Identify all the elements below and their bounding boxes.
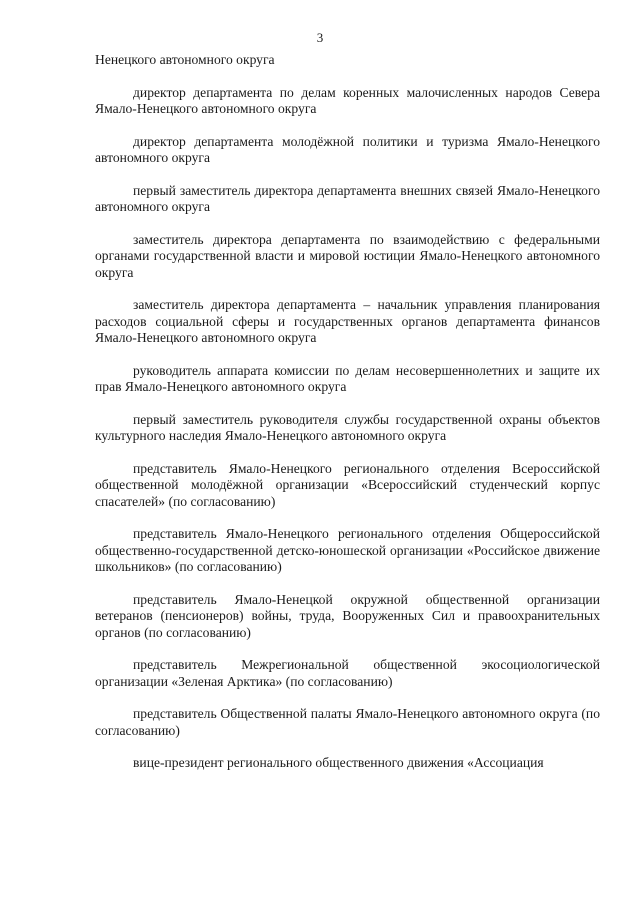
paragraph: первый заместитель директора департамента внешних связей Ямало-Ненецкого автономного округа bbox=[95, 182, 600, 214]
paragraph: директор департамента по делам коренных малочисленных народов Севера Ямало-Ненецкого автономного округа bbox=[95, 84, 600, 116]
page-number: 3 bbox=[316, 30, 324, 45]
paragraph: представитель Ямало-Ненецкого регионального отделения Всероссийской общественной молодёжной организации «Всероссийский студенческий корпус спасателей» (по согласованию) bbox=[95, 460, 600, 509]
paragraph: вице-президент регионального общественного движения «Ассоциация bbox=[133, 755, 544, 770]
paragraph: представитель Общественной палаты Ямало-Ненецкого автономного округа (по согласованию) bbox=[95, 706, 600, 738]
paragraph: Ненецкого автономного округа bbox=[95, 52, 275, 67]
paragraph: представитель Ямало-Ненецкого регионального отделения Общероссийской общественно-государственной детско-юношеской организации «Российское движение школьников» (по согласованию) bbox=[95, 526, 600, 574]
paragraph: представитель Ямало-Ненецкой окружной общественной организации ветеранов (пенсионеров) войны, труда, Вооруженных Сил и правоохранительных органов (по согласованию) bbox=[95, 591, 600, 640]
paragraph: заместитель директора департамента – начальник управления планирования расходов социальной сферы и государственных органов департамента финансов Ямало-Ненецкого автономного округа bbox=[95, 297, 600, 345]
document-body bbox=[95, 52, 600, 788]
paragraph: представитель Межрегиональной общественной экосоциологической организации «Зеленая Арктика» (по согласованию) bbox=[95, 657, 600, 689]
paragraph: руководитель аппарата комиссии по делам несовершеннолетних и защите их прав Ямало-Ненецкого автономного округа bbox=[95, 362, 600, 394]
paragraph: заместитель директора департамента по взаимодействию с федеральными органами государственной власти и мировой юстиции Ямало-Ненецкого автономного округа bbox=[95, 231, 600, 280]
paragraph: директор департамента молодёжной политики и туризма Ямало-Ненецкого автономного округа bbox=[95, 133, 600, 165]
paragraph: первый заместитель руководителя службы государственной охраны объектов культурного наследия Ямало-Ненецкого автономного округа bbox=[95, 411, 600, 443]
